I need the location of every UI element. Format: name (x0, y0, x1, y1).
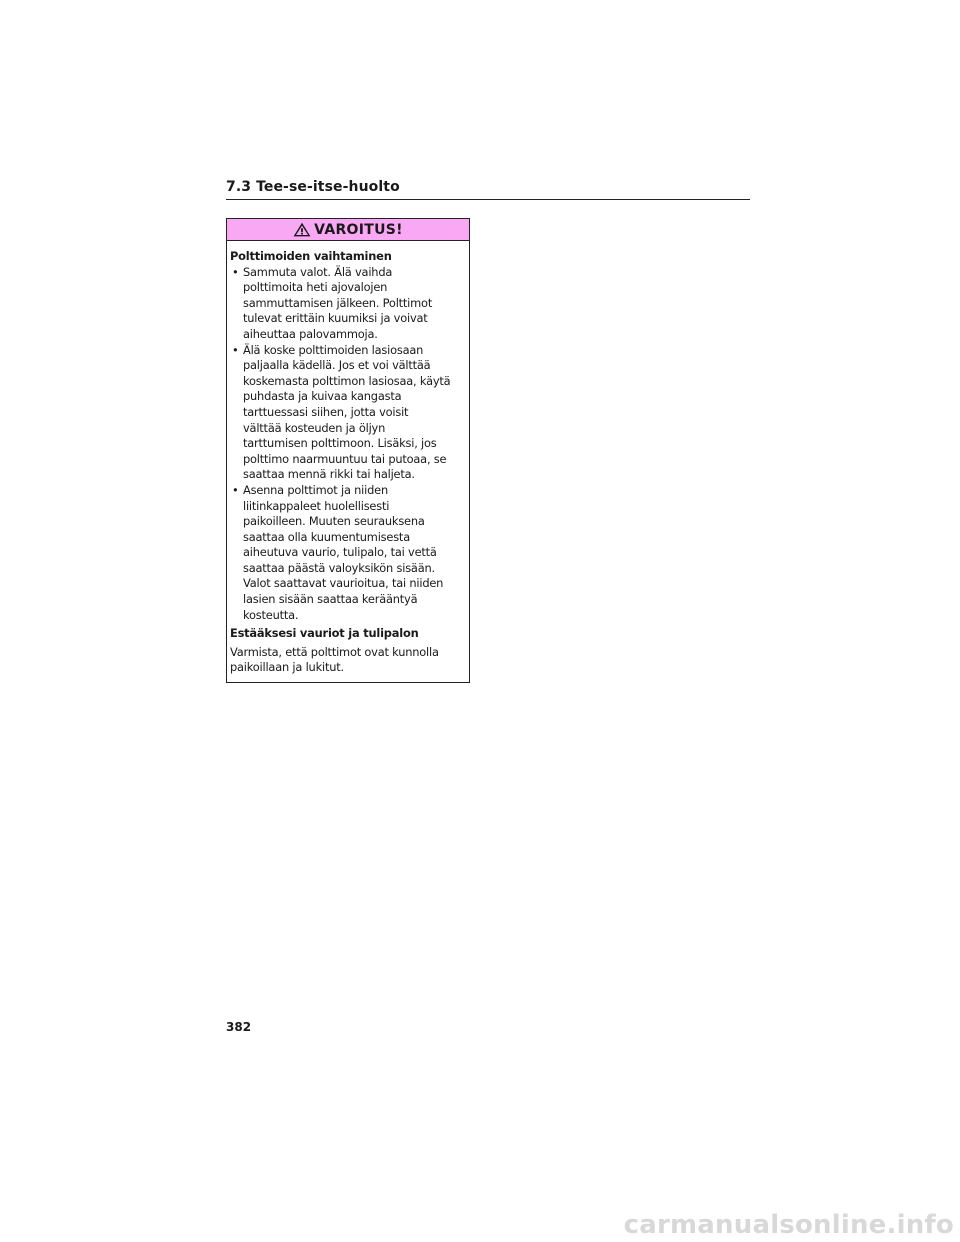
page-number: 382 (226, 1020, 252, 1034)
bullet-dot: • (232, 342, 239, 357)
warning-triangle-icon (293, 222, 311, 237)
warning-body (227, 241, 469, 676)
bullet-dot: • (232, 482, 239, 497)
text-line: puhdasta ja kuivaa kangasta (243, 389, 402, 404)
text-line: polttimo naarmuuntuu tai putoaa, se (243, 451, 447, 466)
text-line: liitinkappaleet huolellisesti (243, 498, 390, 513)
list-item (230, 265, 469, 343)
text-line: polttimoita heti ajovalojen (243, 280, 388, 295)
text-line: saattaa olla kuumentumisesta (243, 529, 410, 544)
text-line: paikoillaan ja lukitut. (230, 660, 344, 675)
bullet-dot: • (232, 264, 239, 279)
text-line: paljaalla kädellä. Jos et voi välttää (243, 358, 431, 373)
text-line: saattaa päästä valoyksikön sisään. (243, 560, 435, 575)
text-line: Varmista, että polttimot ovat kunnolla (230, 644, 439, 659)
text-line: paikoilleen. Muuten seurauksena (243, 514, 425, 529)
text-line: kosteutta. (243, 607, 299, 622)
section-title: 7.3 Tee-se-itse-huolto (226, 179, 400, 195)
warning-title: VAROITUS! (314, 221, 403, 238)
text-line: aiheutuva vaurio, tulipalo, tai vettä (243, 545, 437, 560)
text-line: Älä koske polttimoiden lasiosaan (243, 342, 424, 357)
text-line: tarttuessasi siihen, jotta voisit (243, 404, 409, 419)
section-header (226, 178, 750, 200)
list-item (230, 343, 469, 483)
warning-subheading-bulbs: Polttimoiden vaihtaminen (230, 249, 392, 263)
text-line: sammuttamisen jälkeen. Polttimot (243, 295, 433, 310)
text-line: tulevat erittäin kuumiksi ja voivat (243, 311, 428, 326)
text-line: lasien sisään saattaa kerääntyä (243, 592, 418, 607)
warning-paragraph (230, 645, 469, 676)
text-line: välttää kosteuden ja öljyn (243, 420, 386, 435)
text-line: aiheuttaa palovammoja. (243, 326, 378, 341)
warning-box (226, 218, 470, 683)
text-line: Sammuta valot. Älä vaihda (243, 264, 393, 279)
warning-subheading-fire: Estääksesi vauriot ja tulipalon (230, 626, 419, 641)
text-line: Valot saattavat vaurioitua, tai niiden (243, 576, 444, 591)
text-line: Asenna polttimot ja niiden (243, 482, 388, 497)
footer-watermark: carmanualsonline.info (623, 1210, 954, 1240)
warning-header (227, 219, 469, 241)
text-line: tarttumisen polttimoon. Lisäksi, jos (243, 436, 437, 451)
text-line: saattaa mennä rikki tai haljeta. (243, 467, 415, 482)
warning-bullet-list (230, 265, 469, 624)
list-item (230, 483, 469, 623)
text-line: koskemasta polttimon lasiosaa, käytä (243, 373, 451, 388)
